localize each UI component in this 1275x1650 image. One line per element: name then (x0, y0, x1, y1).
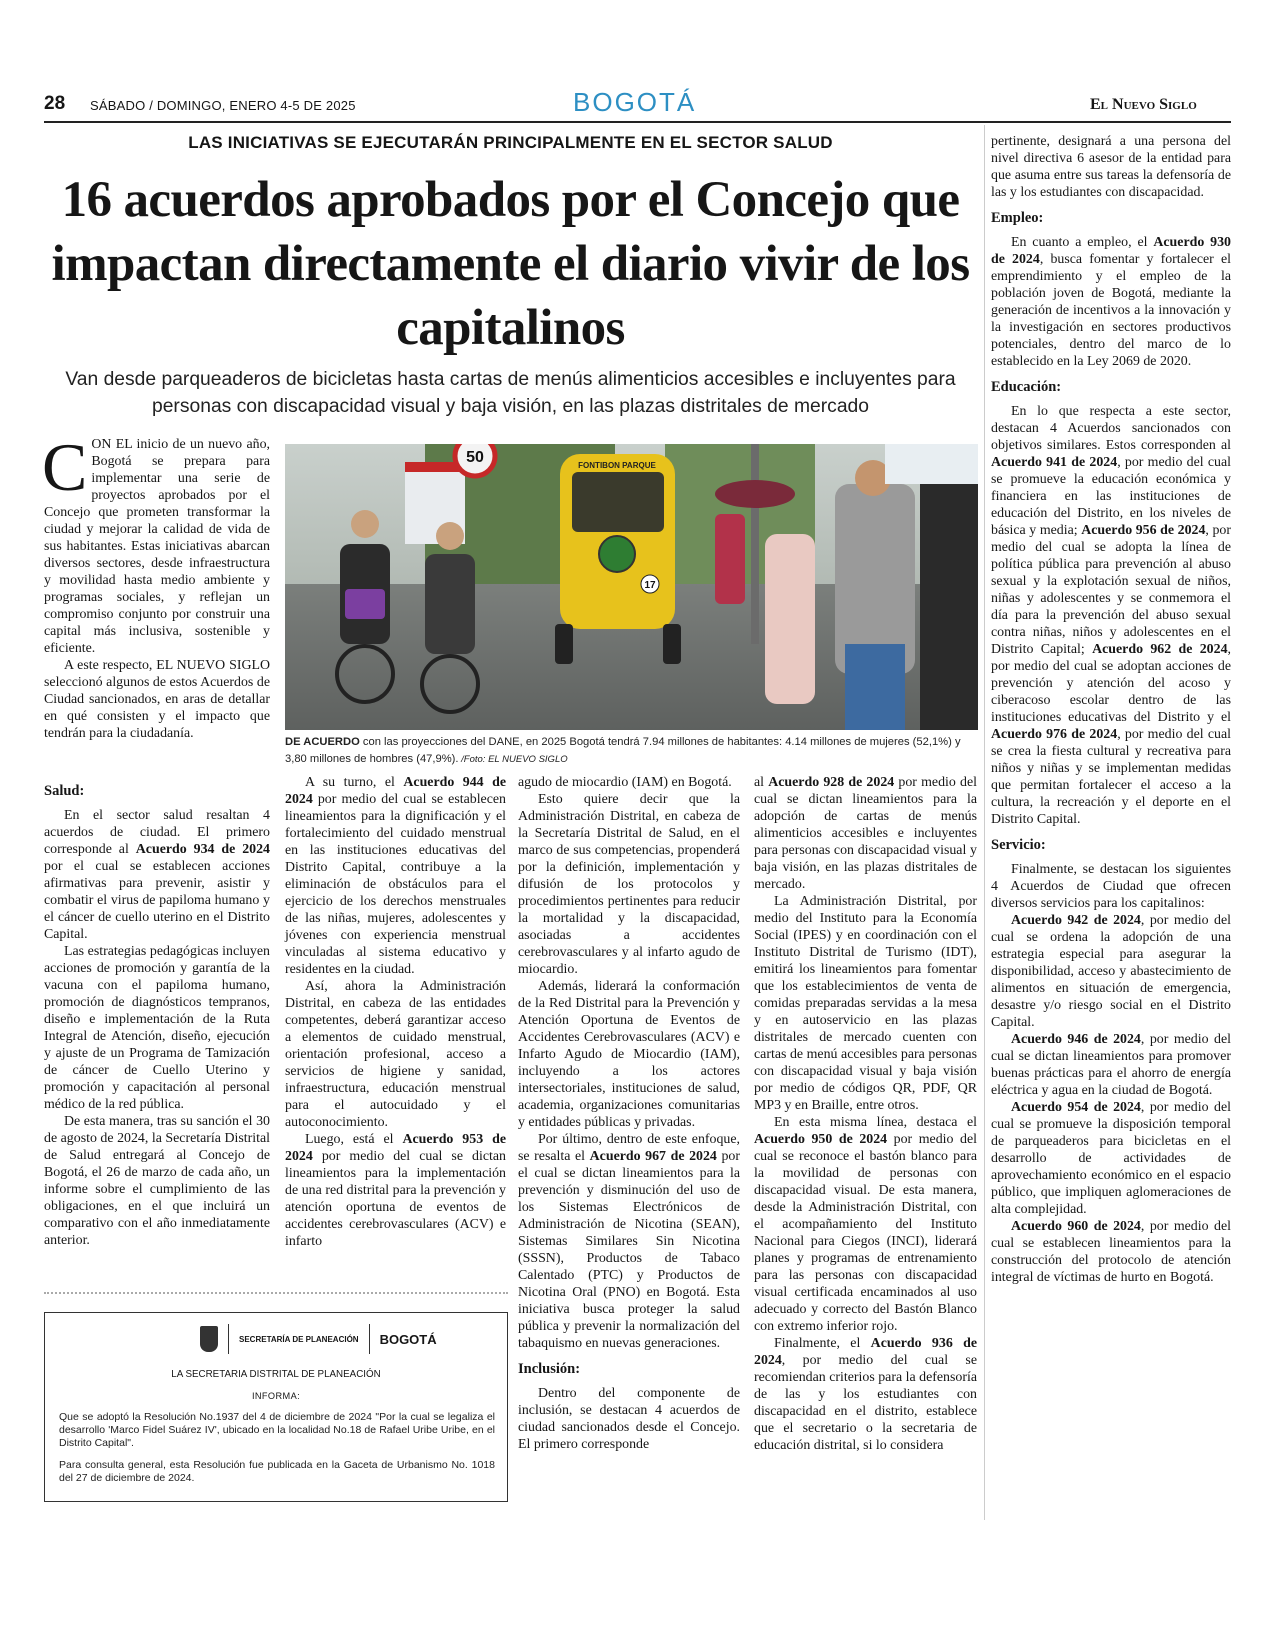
intro-paragraph-2: A este respecto, EL NUEVO SIGLO seleccionó algunos de estos Acuerdos de Ciudad sancionados, en aras de detallar en qué consisten y el impacto que tendrán para la ciudadanía. (44, 658, 270, 741)
notice-paragraph: Que se adoptó la Resolución No.1937 del 4 de diciembre de 2024 "Por la cual se legaliza el desarrollo 'Marco Fidel Suárez IV', ubicado en la localidad No.18 de Rafael Uribe Uribe, en el Distrito Capital". (59, 1411, 495, 1449)
paragraph: En cuanto a empleo, el Acuerdo 930 de 2024, busca fomentar y fortalecer el emprendimiento y el empleo de la población joven de Bogotá, mediante la generación de incentivos a la innovación y la investigación en sectores productivos potenciales, dentro del marco de lo establecido en la Ley 2069 de 2020. (991, 235, 1231, 369)
pedestrian-pink (765, 534, 815, 704)
paragraph: En el sector salud resaltan 4 acuerdos de ciudad. El primero corresponde al Acuerdo 934 de 2024 por el cual se establecen acciones afirmativas para prevenir, asistir y combatir el virus de papiloma humano y el cáncer de cuello uterino en el Distrito Capital. (44, 808, 270, 942)
street-scene-illustration (285, 444, 978, 730)
paragraph: Las estrategias pedagógicas incluyen acciones de promoción y garantía de la vacuna con el papiloma humano, promoción de diagnósticos tempranos, diseño e implementación de la Ruta Integral de Atención, diseño, ejecución y ajuste de un Programa de Tamización de cáncer de Cuello Uterino y promoción y capacitación al personal médico de la red pública. (44, 944, 270, 1112)
notice-label: INFORMA: (251, 1391, 301, 1401)
paragraph: Finalmente, el Acuerdo 936 de 2024, por medio del cual se recomiendan criterios para la defensoría de las y los estudiantes con discapacidad en el distrito, establece que el secretario o la secretaria de educación distrital, si lo considera (754, 1336, 977, 1453)
paragraph: pertinente, designará a una persona del nivel directiva 6 asesor de la entidad para que asuma entre sus tareas la defensoría de las y los estudiantes con discapacidad. (991, 134, 1231, 200)
photo-caption (285, 734, 978, 768)
article-headline: 16 acuerdos aprobados por el Concejo que impactan directamente el diario vivir de los capitalinos (51, 172, 970, 356)
planeacion-logo: SECRETARÍA DE PLANEACIÓN (239, 1334, 359, 1344)
paragraph: Finalmente, se destacan los siguientes 4 Acuerdos de Ciudad que ofrecen diversos servicios para los capitalinos: (991, 862, 1231, 911)
paragraph: La Administración Distrital, por medio del Instituto para la Economía Social (IPES) y en coordinación con el Instituto Distrital de Turismo (IDT), emitirá los lineamientos para fomentar que los establecimientos de venta de comidas preparadas servidas a la mesa y en autoservicio en las plazas distritales de mercado cuenten con cartas de menú accesibles para personas con discapacidad visual y baja visión por medio de códigos QR, PDF, QR MP3 y en Braille, entre otros. (754, 894, 977, 1113)
paragraph: agudo de miocardio (IAM) en Bogotá. (518, 775, 732, 790)
drop-cap: C (42, 429, 88, 505)
intro-paragraph-1: ON EL inicio de un nuevo año, Bogotá se prepara para implementar una serie de proyectos aprobados por el Concejo que prometen transformar la ciudad y mejorar la calidad de vida de sus habitantes. Estas iniciativas abarcan diversos sectores, desde infraestructura y movilidad hasta medio ambiente y programas sociales, y reflejan un compromiso conjunto por construir una capital más inclusiva, sostenible y eficiente. (44, 437, 270, 656)
subhead-empleo: Empleo: (991, 210, 1044, 226)
paragraph: Acuerdo 954 de 2024, por medio del cual se promueve la disposición temporal de parqueaderos para bicicletas en el desarrollo de actividades de aprovechamiento económico en el espacio público, que impliquen aglomeraciones de alta complejidad. (991, 1100, 1231, 1217)
article-column-4 (754, 774, 977, 1454)
vehicle-sign-text: FONTIBON PARQUE (578, 461, 656, 470)
caption-lead: DE ACUERDO (285, 736, 360, 748)
paragraph: Esto quiere decir que la Administración Distrital, en cabeza de la Secretaría Distrital de Salud, en el marco de sus competencias, propenderá por la definición, implementación y difusión de los protocolos y procedimientos pertinentes para reducir la mortalidad y la discapacidad, asociadas a accidentes cerebrovasculares y al infarto agudo de miocardio. (518, 792, 740, 977)
paragraph: Así, ahora la Administración Distrital, en cabeza de las entidades competentes, deberá garantizar acceso a elementos de cuidado menstrual, orientación profesional, acceso a servicios de higiene y sanidad, infraestructura, educación menstrual para el autocuidado y el autoconocimiento. (285, 979, 506, 1130)
subhead-inclusion: Inclusión: (518, 1361, 581, 1377)
notice-body (59, 1411, 495, 1494)
paragraph: En lo que respecta a este sector, destacan 4 Acuerdos sancionados con objetivos similares. Estos corresponden al Acuerdo 941 de 2024, por medio del cual se promueve la educación económica y financiera en las instituciones de educación del Distrito, en los niveles de básica y media; Acuerdo 956 de 2024, por medio del cual se adopta la línea de política pública para prevención al abuso sexual y la explotación sexual de niños, niñas y adolescentes y se conmemora el día para la prevención del abuso sexual contra niñas, niños y adolescentes en el Distrito Capital; Acuerdo 962 de 2024, por medio del cual se adoptan acciones de prevención y atención del acoso y ciberacoso escolar dentro de las instituciones educativas del Distrito y el Acuerdo 976 de 2024, por medio del cual se crea la fiesta cultural y recreativa para niños y niñas y se implementan medidas que permitan fortalecer el acceso a la cultura, la recreación y el deporte en el Distrito Capital. (991, 404, 1231, 827)
header-rule (44, 121, 1231, 123)
subhead-servicio: Servicio: (991, 837, 1046, 853)
page-number: 28 (44, 93, 66, 114)
paragraph: Acuerdo 960 de 2024, por medio del cual se establecen lineamientos para la construcción del protocolo de atención integral de víctimas de hurto en Bogotá. (991, 1219, 1231, 1285)
article-intro (42, 429, 270, 742)
article-column-3 (518, 774, 740, 1453)
paragraph: Luego, está el Acuerdo 953 de 2024 por medio del cual se dictan lineamientos para la implementación de una red distrital para la prevención y atención oportuna de eventos de accidentes cerebrovasculares (ACV) e infarto (285, 1132, 506, 1249)
crest-icon (200, 1326, 218, 1352)
speed-sign-text: 50 (466, 449, 484, 466)
article-photo (285, 444, 978, 730)
article-kicker: LAS INICIATIVAS SE EJECUTARÁN PRINCIPALMENTE EN EL SECTOR SALUD (188, 133, 833, 152)
newspaper-name: El Nuevo Siglo (1090, 96, 1197, 113)
paragraph: Además, liderará la conformación de la Red Distrital para la Prevención y Atención Oportuna de Eventos de Accidentes Cerebrovasculares (ACV) e Infarto Agudo de Miocardio (IAM), incluyendo a los actores intersectoriales, instituciones de salud, academia, organizaciones comunitarias y entidades públicas y privadas. (518, 979, 740, 1130)
paragraph: Dentro del componente de inclusión, se destacan 4 acuerdos de ciudad sancionados desde el Concejo. El primero corresponde (518, 1386, 740, 1452)
article-column-1 (44, 774, 270, 1249)
notice-paragraph: Para consulta general, esta Resolución fue publicada en la Gaceta de Urbanismo No. 1018 del 27 de diciembre de 2024. (59, 1459, 495, 1484)
article-column-2 (285, 774, 506, 1250)
caption-text: con las proyecciones del DANE, en 2025 Bogotá tendrá 7.94 millones de habitantes: 4.14 millones de mujeres (52,1%) y 3,80 millones de hombres (47,9%). (285, 736, 961, 765)
paragraph: A su turno, el Acuerdo 944 de 2024 por medio del cual se establecen lineamientos para la dignificación y el fortalecimiento del cuidado menstrual en las instituciones educativas del Distrito Capital, contribuye a la eliminación de obstáculos para el ejercicio de los derechos menstruales de las niñas, mujeres, adolescentes y jóvenes con experiencia menstrual vinculadas al sistema educativo y residentes en la ciudad. (285, 775, 506, 977)
notice-separator (44, 1292, 508, 1294)
vehicle-number: 17 (644, 580, 656, 591)
photo-credit: /Foto: EL NUEVO SIGLO (458, 754, 568, 765)
paragraph: Por último, dentro de este enfoque, se resalta el Acuerdo 967 de 2024 por el cual se dictan lineamientos para la prevención y disminución del uso de los Sistemas Electrónicos de Administración de Nicotina (SEAN), Sistemas Similares Sin Nicotina (SSSN), Productos de Tabaco Calentado (PTC) y Productos de Nicotina Oral (PNO) en Bogotá. Esta iniciativa busca proteger la salud pública y prevenir la normalización del tabaquismo en nuevas generaciones. (518, 1132, 740, 1351)
notice-logos (200, 1321, 437, 1357)
article-deck: Van desde parqueaderos de bicicletas hasta cartas de menús alimenticios accesibles e incluyentes para personas con discapacidad visual y baja visión, en las plazas distritales de mercado (65, 369, 956, 417)
notice-organization: LA SECRETARIA DISTRITAL DE PLANEACIÓN (171, 1369, 381, 1380)
paragraph: Acuerdo 942 de 2024, por medio del cual se ordena la adopción de una estrategia especial para asegurar la disponibilidad, acceso y abastecimiento de alimentos en situación de emergencia, desastre y/o riesgo social en el Distrito Capital. (991, 913, 1231, 1030)
bogota-logo: BOGOTÁ (379, 1331, 437, 1347)
column-divider (984, 125, 985, 1520)
article-column-5 (991, 133, 1231, 1286)
paragraph: al Acuerdo 928 de 2024 por medio del cual se dictan lineamientos para la adopción de cartas de menús alimenticios accesibles e incluyentes para personas con discapacidad visual y baja visión, en las plazas distritales de mercado. (754, 775, 977, 892)
paragraph: De esta manera, tras su sanción el 30 de agosto de 2024, la Secretaría Distrital de Salud entregará al Concejo de Bogotá, el 26 de marzo de cada año, un informe sobre el cumplimiento de las obligaciones, en el que incluirá un comparativo con el año inmediatamente anterior. (44, 1114, 270, 1248)
paragraph: Acuerdo 946 de 2024, por medio del cual se dictan lineamientos para promover buenas prácticas para el ahorro de energía eléctrica y agua en la ciudad de Bogotá. (991, 1032, 1231, 1098)
subhead-salud: Salud: (44, 783, 85, 799)
official-notice (44, 1312, 508, 1502)
subhead-educacion: Educación: (991, 379, 1062, 395)
paragraph: En esta misma línea, destaca el Acuerdo 950 de 2024 por medio del cual se reconoce el bastón blanco para la movilidad de personas con discapacidad visual. De esta manera, desde la Administración Distrital, con el acompañamiento del Instituto Nacional para Ciegos (INCI), liderará planes y programas de entrenamiento para las personas con discapacidad visual certificada encaminados al uso adecuado y correcto del Bastón Blanco con extremo inferior rojo. (754, 1115, 977, 1334)
section-title: BOGOTÁ (573, 87, 697, 117)
issue-date: SÁBADO / DOMINGO, ENERO 4-5 DE 2025 (90, 98, 356, 113)
